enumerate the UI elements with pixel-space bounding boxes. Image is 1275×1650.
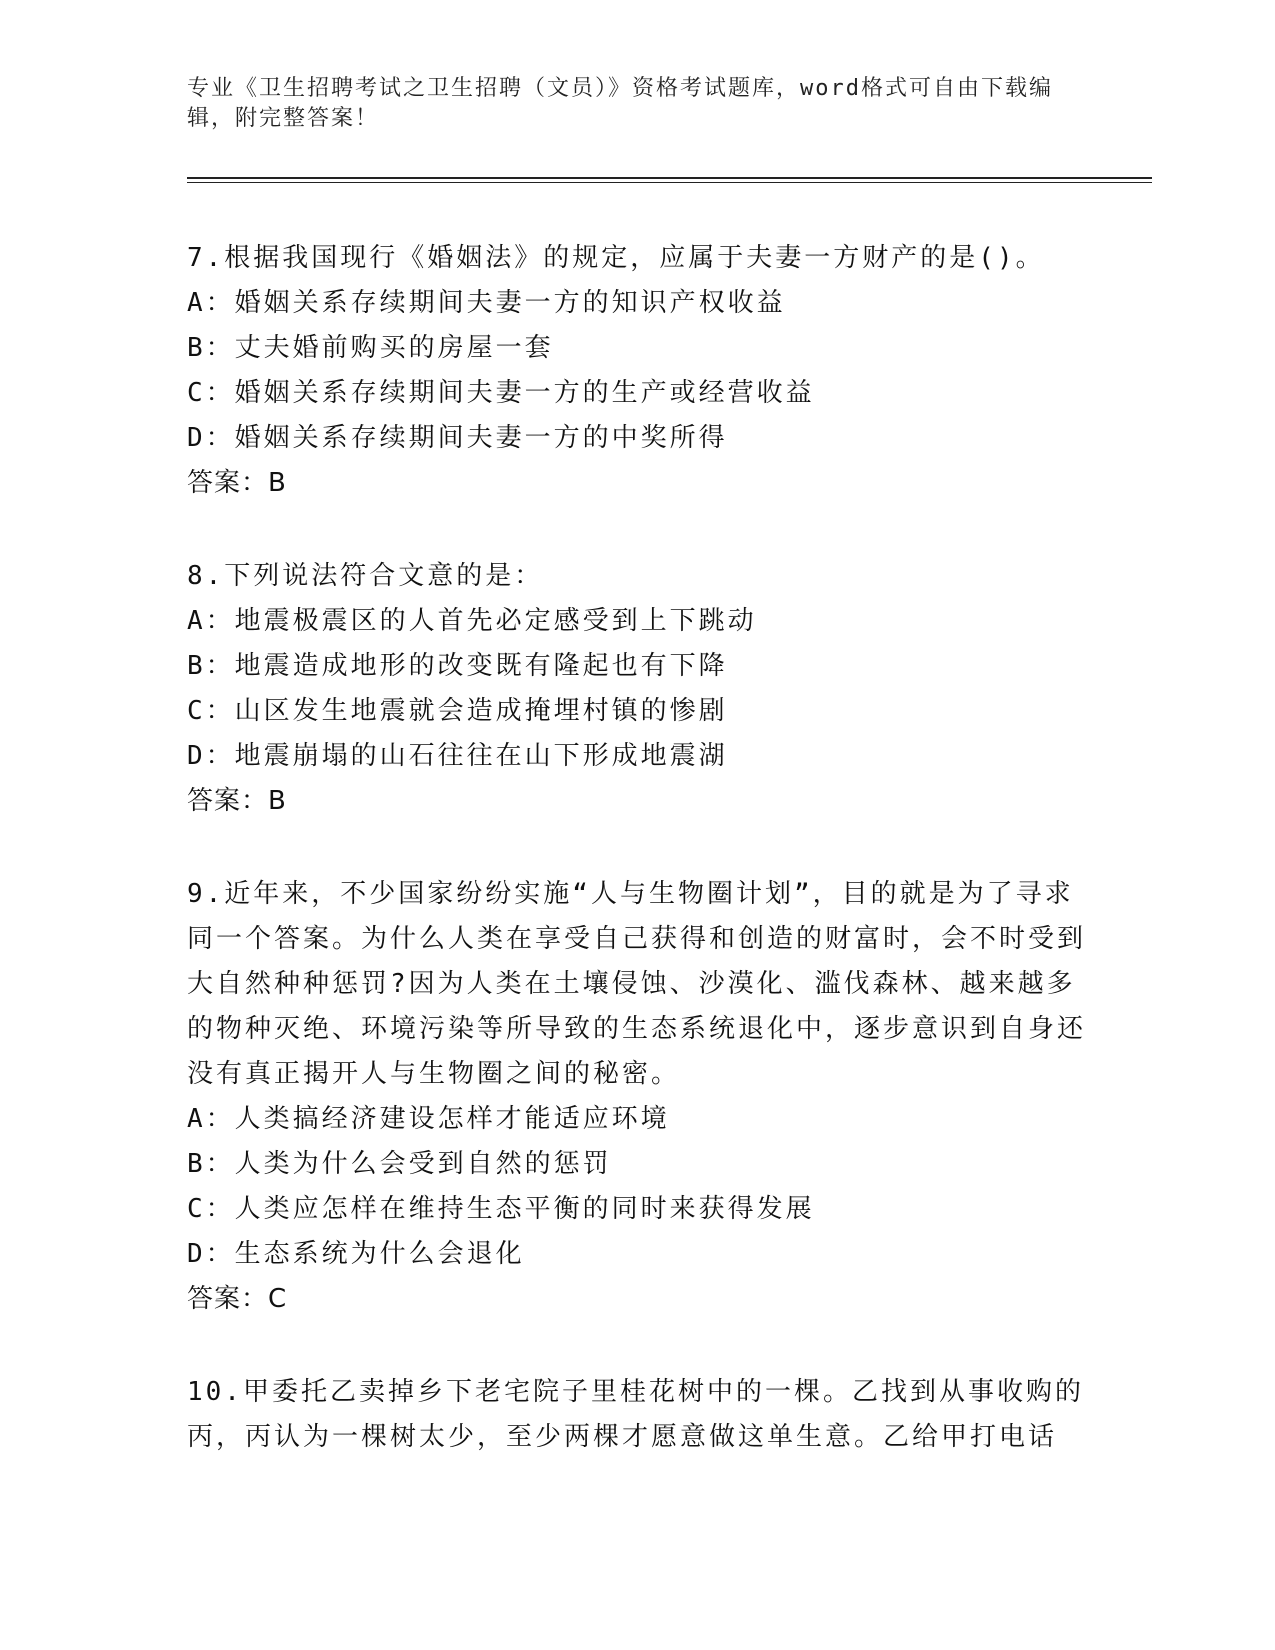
option-c: C：婚姻关系存续期间夫妻一方的生产或经营收益 bbox=[187, 378, 815, 408]
option-b: B：地震造成地形的改变既有隆起也有下降 bbox=[187, 651, 728, 681]
option-a: A：婚姻关系存续期间夫妻一方的知识产权收益 bbox=[187, 288, 786, 318]
question-9 bbox=[187, 872, 1087, 1322]
question-8 bbox=[187, 554, 1087, 824]
option-d: D：婚姻关系存续期间夫妻一方的中奖所得 bbox=[187, 423, 728, 453]
option-a: A：地震极震区的人首先必定感受到上下跳动 bbox=[187, 606, 757, 636]
option-b: B：人类为什么会受到自然的惩罚 bbox=[187, 1149, 612, 1179]
question-10 bbox=[187, 1370, 1087, 1460]
question-stem: 9.近年来，不少国家纷纷实施“人与生物圈计划”，目的就是为了寻求同一个答案。为什么人类在享受自己获得和创造的财富时，会不时受到大自然种种惩罚?因为人类在土壤侵蚀、沙漠化、滥伐森林、越来越多的物种灭绝、环境污染等所导致的生态系统退化中，逐步意识到自身还没有真正揭开人与生物圈之间的秘密。 bbox=[187, 879, 1087, 1089]
question-list bbox=[187, 236, 1087, 1508]
header-divider-thin bbox=[187, 182, 1152, 183]
answer-line: 答案：C bbox=[187, 1284, 288, 1314]
option-a: A：人类搞经济建设怎样才能适应环境 bbox=[187, 1104, 670, 1134]
answer-line: 答案：B bbox=[187, 786, 287, 816]
answer-line: 答案：B bbox=[187, 468, 287, 498]
header-divider-thick bbox=[187, 177, 1152, 179]
question-stem: 8.下列说法符合文意的是： bbox=[187, 561, 544, 591]
question-stem: 10.甲委托乙卖掉乡下老宅院子里桂花树中的一棵。乙找到从事收购的丙，丙认为一棵树太少，至少两棵才愿意做这单生意。乙给甲打电话 bbox=[187, 1377, 1084, 1452]
option-c: C：人类应怎样在维持生态平衡的同时来获得发展 bbox=[187, 1194, 815, 1224]
option-b: B：丈夫婚前购买的房屋一套 bbox=[187, 333, 554, 363]
option-c: C：山区发生地震就会造成掩埋村镇的惨剧 bbox=[187, 696, 728, 726]
document-header: 专业《卫生招聘考试之卫生招聘（文员）》资格考试题库，word格式可自由下载编辑，附完整答案！ bbox=[187, 76, 1053, 131]
question-7 bbox=[187, 236, 1087, 506]
option-d: D：生态系统为什么会退化 bbox=[187, 1239, 525, 1269]
option-d: D：地震崩塌的山石往往在山下形成地震湖 bbox=[187, 741, 728, 771]
question-stem: 7.根据我国现行《婚姻法》的规定，应属于夫妻一方财产的是()。 bbox=[187, 243, 1045, 273]
